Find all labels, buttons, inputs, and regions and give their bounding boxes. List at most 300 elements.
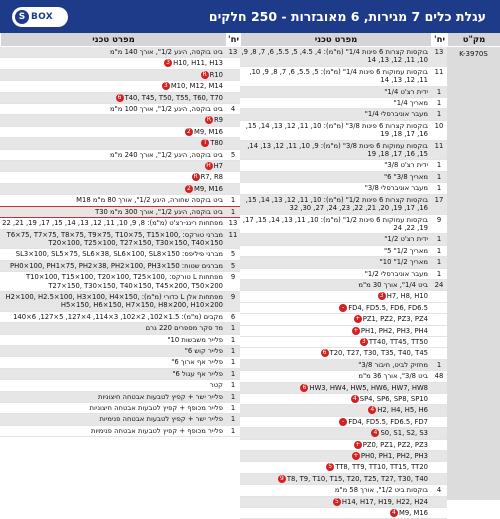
spec-cell	[240, 462, 431, 472]
qty-cell	[431, 508, 447, 518]
table-row	[0, 138, 240, 149]
spec-text: ביט בוקסה, היגע 1/2", אורך 240 מ"מ	[110, 150, 223, 159]
spec-text: פלייר משבשות 10"	[167, 335, 223, 344]
spec-cell	[0, 230, 226, 249]
spec-header-right: מפרט טכני	[240, 33, 431, 46]
count-badge-icon: 6	[116, 94, 124, 102]
spec-cell	[0, 195, 226, 205]
table-row	[240, 269, 447, 280]
spec-text: M10, M12, M14	[170, 82, 223, 91]
spec-cell	[240, 371, 431, 381]
spec-cell	[0, 414, 226, 424]
spec-cell	[240, 246, 431, 256]
spec-cell	[240, 215, 431, 234]
spec-cell	[0, 272, 226, 291]
spec-text: PZ1, PZ2, PZ3, PZ4	[362, 315, 428, 324]
qty-cell: 5	[230, 261, 236, 270]
sku-header: מק"ט	[447, 33, 500, 46]
table-row	[0, 150, 240, 161]
spec-cell	[240, 440, 431, 450]
qty-cell: 48	[434, 372, 444, 381]
qty-cell: 1	[436, 161, 442, 170]
table-row	[240, 67, 447, 87]
count-badge-icon: +	[355, 315, 361, 323]
spec-text: ידית רצ'ט 1/4"	[384, 87, 428, 96]
spec-cell	[240, 508, 431, 518]
spec-cell	[0, 249, 226, 259]
spec-text: ידית רצ'ט 3/8"	[384, 161, 428, 170]
spec-cell	[0, 357, 226, 367]
qty-cell: 17	[434, 195, 444, 204]
qty-cell: 11	[434, 141, 444, 150]
qty-cell	[431, 383, 447, 393]
spec-text: ביט בוקסה, היגע 1/2", אורך 300 מ"מ T30	[95, 207, 223, 216]
spec-text: מפתחות אלן L כדורי (מ"מ): H2×100, H2.5×100, H3×100, H4×150, H5×150, H6×150, H7×150, H8×200, H10×200	[5, 292, 223, 310]
spec-text: פלייר מכופף + קפיץ לטבעות אבטחה פנימיות	[90, 426, 223, 435]
spec-text: ביט 3/8", אורך 36 מ"מ	[358, 372, 428, 381]
table-row	[240, 394, 447, 405]
spec-cell	[0, 70, 226, 80]
spec-cell	[240, 269, 431, 279]
spec-cell	[0, 218, 226, 228]
spec-cell	[240, 348, 431, 358]
qty-cell	[226, 172, 240, 182]
qty-cell: 1	[230, 358, 236, 367]
qty-cell	[431, 440, 447, 450]
qty-cell	[226, 115, 240, 125]
table-row	[0, 70, 240, 81]
qty-cell	[431, 314, 447, 324]
table-row	[240, 348, 447, 359]
spec-text: מברגי פיליפס: SL3×100, SL5×75, SL6×38, SL6×100, SL8×150	[15, 250, 223, 259]
spec-text: R9	[213, 116, 223, 125]
spec-cell	[240, 172, 431, 182]
count-badge-icon: 6	[321, 349, 329, 357]
spec-text: פלייר אף ארוך 6"	[171, 358, 223, 367]
spec-cell	[0, 81, 226, 91]
spec-cell	[0, 292, 226, 311]
qty-cell	[431, 405, 447, 415]
table-row	[0, 380, 240, 391]
spec-cell	[240, 183, 431, 193]
table-row	[0, 93, 240, 104]
spec-cell	[0, 380, 226, 390]
table-row	[240, 195, 447, 215]
spec-cell	[240, 160, 431, 170]
count-badge-icon: 9	[278, 475, 286, 483]
spec-cell	[0, 346, 226, 356]
table-row	[0, 161, 240, 172]
count-badge-icon: 5	[333, 498, 341, 506]
spec-text: T8, T9, T10, T15, T20, T25, T27, T30, T40	[286, 474, 428, 483]
table-row	[240, 451, 447, 462]
table-row	[0, 249, 240, 260]
qty-cell: 1	[230, 346, 236, 355]
spec-text: פלייר קוש 6"	[184, 346, 223, 355]
table-row	[240, 109, 447, 120]
qty-cell: 11	[434, 67, 444, 76]
table-row	[240, 47, 447, 67]
qty-cell: 1	[436, 235, 442, 244]
spec-cell	[240, 87, 431, 97]
qty-cell: 11	[228, 230, 238, 239]
spec-text: PH0, PH1, PH2, PH3	[360, 452, 428, 461]
spec-text: HW3, HW4, HW5, HW6, HW7, HW8	[309, 383, 428, 392]
table-row	[240, 440, 447, 451]
qty-cell	[431, 326, 447, 336]
qty-cell	[226, 127, 240, 137]
spec-text: בוקסות קצרות 6 פינות 1/4" (מ"מ): 4, 4.5, 5, 5.5, 6, 7, 8, 9, 10, 11, 12, 13, 14	[241, 48, 428, 65]
spec-cell	[240, 257, 431, 267]
spec-text: פלייר אף עגול 6"	[172, 369, 223, 378]
spec-text: H10, H11, H13	[173, 59, 223, 68]
spec-cell	[0, 261, 226, 271]
table-row	[240, 257, 447, 268]
qty-cell	[431, 451, 447, 461]
qty-cell: 1	[436, 246, 442, 255]
qty-cell	[431, 428, 447, 438]
left-spec-column	[0, 47, 240, 500]
table-row	[0, 47, 240, 58]
qty-cell: 13	[228, 48, 238, 56]
spec-cell	[240, 497, 431, 507]
logo-s-icon: S	[15, 10, 29, 24]
logo-text: BOX	[31, 12, 54, 22]
spec-text: ביט בוקסה שחורה, היגע 1/2", אורך 80 מ"מ M18	[76, 196, 223, 205]
table-row	[240, 314, 447, 325]
qty-cell	[226, 161, 240, 171]
qty-cell: 1	[230, 415, 236, 424]
qty-cell: 9	[230, 292, 236, 301]
spec-cell	[0, 312, 226, 322]
table-row	[240, 462, 447, 473]
table-row	[240, 371, 447, 382]
count-badge-icon: R	[193, 173, 198, 181]
spec-cell	[0, 138, 226, 148]
table-row	[0, 115, 240, 126]
spec-cell	[240, 303, 431, 313]
spec-text: H7	[213, 162, 223, 171]
table-row	[0, 392, 240, 403]
spec-text: T80	[210, 139, 223, 148]
spec-text: R10	[209, 70, 223, 79]
spec-text: T20, T27, T30, T35, T40, T45	[329, 349, 428, 358]
spec-text: בוקסות ביט 1/2", אורך 58 מ"מ	[334, 486, 428, 495]
table-row	[0, 426, 240, 437]
spec-text: H2, H4, H5, H6	[377, 406, 428, 415]
spec-text: ביט 1/4", אורך 30 מ"מ	[358, 280, 428, 289]
spec-cell	[240, 451, 431, 461]
spec-cell	[240, 67, 431, 86]
spec-cell	[0, 184, 226, 194]
table-row	[240, 303, 447, 314]
table-row	[0, 323, 240, 334]
spec-text: H7, H8, H10	[386, 292, 428, 301]
table-row	[0, 261, 240, 272]
table-row	[0, 272, 240, 292]
right-spec-column	[240, 47, 447, 518]
table-row	[240, 87, 447, 98]
table-row	[0, 81, 240, 92]
qty-header-right: יח'	[431, 33, 447, 46]
qty-cell: 9	[436, 215, 442, 224]
count-badge-icon: T	[201, 139, 209, 147]
count-badge-icon: 3	[162, 82, 170, 90]
spec-text: מברגים שטוח: PH0×100, PH1×75, PH2×38, PH2×100, PH3×150	[10, 261, 223, 270]
table-row	[0, 195, 240, 206]
spec-text: R7, R8	[200, 173, 223, 182]
qty-cell: 13	[228, 219, 238, 228]
qty-cell	[226, 184, 240, 194]
table-row	[240, 121, 447, 141]
qty-cell	[226, 70, 240, 80]
qty-cell: 6	[230, 312, 236, 321]
spec-cell	[0, 172, 226, 182]
table-row	[240, 291, 447, 302]
table-row	[240, 508, 447, 519]
qty-cell: 1	[436, 110, 442, 119]
count-badge-icon: R	[202, 70, 207, 78]
qty-cell: 1	[230, 426, 236, 435]
table-row	[240, 246, 447, 257]
table-row	[0, 346, 240, 357]
spec-text: ביט בוקסה, היגע 1/2", אורך 100 מ"מ	[110, 105, 223, 114]
spec-text: פלייר ישר + קפיץ לטבעות אבטחה פנימיות	[99, 415, 223, 424]
qty-cell: 4	[230, 105, 236, 114]
qty-cell: 1	[230, 324, 236, 333]
table-row	[240, 160, 447, 171]
spec-cell	[240, 141, 431, 160]
qty-cell	[431, 462, 447, 472]
spec-cell	[240, 360, 431, 370]
spec-text: פלייר מכופף + קפיץ לטבעות אבטחה חיצוניות	[89, 404, 223, 412]
count-badge-icon: 5	[326, 463, 334, 471]
count-badge-icon: 2	[185, 128, 193, 136]
count-badge-icon: 4	[390, 509, 398, 517]
spec-text: מברגי טורקס: T6×75, T7×75, T8×75, T9×75, T10×75, T15×100, T20×100, T25×100, T27×150, T30×150, T40×150	[6, 230, 223, 247]
qty-cell: 1	[436, 360, 442, 369]
spec-cell	[240, 98, 431, 108]
spec-cell	[0, 335, 226, 345]
qty-cell: 1	[436, 184, 442, 193]
qty-cell: 1	[230, 196, 236, 205]
spec-text: FD4, FD5.5, FD6.5, FD7	[348, 417, 428, 426]
count-badge-icon: 6	[300, 384, 308, 392]
spec-text: SP4, SP6, SP8, SP10	[359, 395, 428, 403]
count-badge-icon: R	[206, 116, 212, 124]
spec-cell	[0, 104, 226, 114]
qty-cell	[431, 291, 447, 301]
spec-text: M9, M16	[193, 184, 223, 193]
spec-text: מעבר אוניברסלי 1/4"	[364, 110, 428, 119]
table-row	[240, 383, 447, 394]
spec-cell	[0, 93, 226, 103]
qty-cell	[431, 474, 447, 484]
table-row	[240, 474, 447, 485]
table-row	[0, 403, 240, 414]
count-badge-icon: 2	[185, 185, 193, 193]
spec-text: מקבים (מ"מ): 1.5×102, 2×102, 3×114, 4×127, 5×127, 6×140	[13, 312, 223, 321]
brand-logo	[12, 7, 68, 27]
spec-cell	[240, 234, 431, 244]
count-badge-icon: 3	[378, 292, 386, 300]
spec-text: M9, M16	[398, 509, 428, 518]
spec-cell	[240, 337, 431, 347]
spec-text: מפתחות רינג-רצ'ט (מ"מ): 8, 9, 10, 11, 12, 13, 14, 15, 17, 19, 21, 22	[2, 219, 223, 228]
table-row	[0, 292, 240, 312]
spec-text: T40, T45, T50, T55, T60, T70	[124, 93, 223, 102]
page-title: עגלת כלים 7 מגירות, 6 מאובזרות - 250 חלקים	[208, 9, 486, 24]
table-row	[240, 141, 447, 161]
table-row	[240, 215, 447, 235]
qty-cell	[431, 394, 447, 404]
qty-cell	[226, 93, 240, 103]
qty-cell: 1	[436, 87, 442, 96]
table-row	[0, 218, 240, 229]
spec-text: S0, S1, S2, S3	[380, 429, 428, 438]
spec-cell	[240, 195, 431, 214]
spec-text: מאריך 3/8" 6"	[383, 172, 428, 181]
spec-text: בוקסות עמוקות 6 פינות 1/2" (מ"מ): 10, 11, 13, 14, 15, 17, 19, 22, 24	[242, 215, 428, 232]
spec-text: מעבר אוניברסלי 1/2"	[364, 269, 428, 278]
qty-cell: 1	[230, 392, 236, 401]
count-badge-icon: +	[353, 326, 359, 334]
spec-text: מחזיק לביט, חיבור 3/8"	[358, 360, 428, 369]
spec-cell	[240, 428, 431, 438]
spec-cell	[0, 47, 226, 57]
count-badge-icon: 4	[368, 406, 376, 414]
table-row	[0, 414, 240, 425]
spec-header-left: מפרט טכני	[0, 33, 226, 46]
count-badge-icon: 4	[371, 429, 379, 437]
spec-cell	[0, 323, 226, 333]
spec-text: H14, H17, H19, H22, H24	[341, 497, 428, 506]
count-badge-icon: 4	[351, 395, 359, 403]
spec-text: M9, M16	[193, 127, 223, 136]
spec-cell	[240, 417, 431, 427]
table-row	[240, 497, 447, 508]
table-row	[0, 207, 240, 218]
table-row	[240, 183, 447, 194]
qty-cell	[431, 337, 447, 347]
qty-cell: 10	[434, 121, 444, 130]
qty-cell: 1	[230, 335, 236, 344]
qty-cell: 9	[230, 273, 236, 282]
spec-cell	[240, 291, 431, 301]
spec-cell	[240, 326, 431, 336]
qty-cell: 1	[436, 269, 442, 278]
qty-cell: 4	[436, 486, 442, 495]
spec-cell	[0, 403, 226, 413]
qty-cell	[226, 58, 240, 68]
qty-cell	[431, 303, 447, 313]
table-row	[0, 230, 240, 250]
table-header	[0, 33, 500, 46]
count-badge-icon: 3	[164, 59, 172, 67]
qty-cell: 1	[230, 369, 236, 378]
spec-text: מאריך 1/4"	[393, 99, 428, 108]
spec-cell	[0, 58, 226, 68]
table-row	[0, 104, 240, 115]
qty-cell: 1	[436, 99, 442, 108]
qty-cell: 24	[434, 280, 444, 289]
count-badge-icon: H	[206, 162, 211, 170]
sku-cell: K-3970S	[447, 47, 500, 500]
table-row	[0, 369, 240, 380]
table-row	[240, 428, 447, 439]
qty-cell	[226, 138, 240, 148]
qty-cell: 1	[230, 381, 236, 390]
spec-text: TT40, TT45, TT50	[368, 337, 428, 346]
spec-cell	[240, 47, 431, 66]
qty-cell	[431, 497, 447, 507]
spec-text: PH1, PH2, PH3, PH4	[360, 326, 428, 335]
qty-cell: 5	[230, 150, 236, 159]
table-row	[0, 312, 240, 323]
spec-cell	[240, 280, 431, 290]
table-row	[240, 360, 447, 371]
table-row	[240, 172, 447, 183]
spec-cell	[240, 109, 431, 119]
spec-cell	[240, 405, 431, 415]
table-row	[240, 280, 447, 291]
spec-text: קטר	[209, 381, 223, 390]
table-row	[240, 326, 447, 337]
table-row	[240, 234, 447, 245]
spec-text: TT8, TT9, TT10, TT15, TT20	[335, 463, 428, 472]
count-badge-icon: -	[339, 304, 347, 312]
qty-cell	[431, 417, 447, 427]
table-row	[240, 337, 447, 348]
spec-text: מאריך 1/2" 5"	[383, 246, 428, 255]
spec-text: מעבר אוניברסלי 3/8"	[364, 184, 428, 193]
spec-cell	[0, 369, 226, 379]
spec-text: ידית רצ'ט 1/2"	[384, 235, 428, 244]
spec-text: בוקסות קצרות 6 פינות 1/2" (מ"מ): 10, 11, 12, 13, 14, 15, 16, 17, 19, 20, 21, 22, 23, 24, 27, 30, 32	[245, 195, 428, 213]
spec-cell	[240, 383, 431, 393]
spec-cell	[240, 314, 431, 324]
table-row	[0, 58, 240, 69]
qty-cell: 1	[436, 258, 442, 267]
spec-cell	[0, 392, 226, 402]
spec-cell	[0, 150, 226, 160]
count-badge-icon: -	[339, 418, 347, 426]
spec-text: PZ0, PZ1, PZ2, PZ3	[362, 440, 428, 449]
spec-text: ביט בוקסה, היגע 1/2", אורך 140 מ"מ	[110, 48, 223, 56]
count-badge-icon: 3	[360, 338, 368, 346]
table-row	[0, 172, 240, 183]
spec-text: בוקסות עמוקות 6 פינות 1/4" (מ"מ): 5, 5.5, 6, 7, 8, 9, 10, 11, 12, 13, 14	[249, 67, 428, 85]
spec-cell	[0, 127, 226, 137]
table-row	[240, 485, 447, 496]
spec-text: בוקסות קצרות 6 פינות 3/8" (מ"מ): 10, 11, 12, 13, 14, 15, 16, 17, 18, 19	[245, 121, 428, 139]
page-header	[0, 0, 500, 33]
spec-cell	[0, 426, 226, 436]
spec-cell	[240, 121, 431, 140]
table-row	[0, 335, 240, 346]
qty-cell	[431, 348, 447, 358]
count-badge-icon: +	[355, 440, 361, 448]
spec-cell	[0, 207, 226, 217]
spec-text: מפתחות L טורקס: T10×100, T15×100, T20×100, T25×100, T27×150, T30×150, T40×150, T45×200, T50×200	[26, 273, 223, 290]
spec-text: פלייר ישר + קפיץ לטבעות אבטחה חיצוניות	[97, 392, 223, 401]
spec-cell	[0, 115, 226, 125]
table-row	[0, 357, 240, 368]
spec-text: מאריך 1/2" 10"	[379, 258, 428, 267]
qty-cell: 1	[436, 172, 442, 181]
qty-cell	[226, 81, 240, 91]
table-row	[240, 405, 447, 416]
